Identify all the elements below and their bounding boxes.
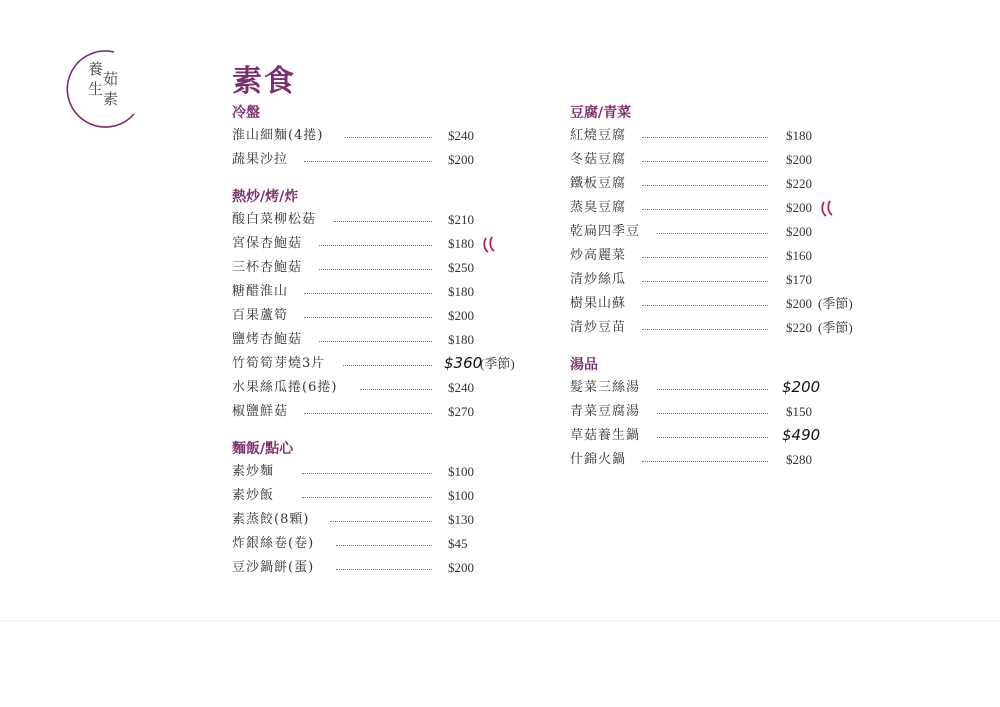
menu-item-name: 三杯杏鮑菇 <box>232 260 303 275</box>
menu-item-price: $180 <box>448 284 474 299</box>
section-spacer <box>232 424 532 438</box>
menu-item <box>570 316 870 340</box>
menu-item-name: 髮菜三絲湯 <box>570 380 641 395</box>
menu-item-price: $45 <box>448 536 468 551</box>
menu-item-name: 蔬果沙拉 <box>232 152 289 167</box>
menu-item <box>570 292 870 316</box>
menu-item <box>232 124 532 148</box>
right-menu-column <box>570 102 870 472</box>
menu-item-name: 草菇養生鍋 <box>570 428 641 443</box>
menu-item <box>232 328 532 352</box>
menu-item-name: 蒸臭豆腐 <box>570 200 627 215</box>
menu-item-price: $100 <box>448 464 474 479</box>
dot-leader <box>302 473 432 474</box>
menu-item <box>232 400 532 424</box>
dot-leader <box>302 497 432 498</box>
dot-leader <box>642 305 768 306</box>
section-spacer <box>570 340 870 354</box>
menu-item <box>570 268 870 292</box>
seasonal-note: (季節) <box>818 296 853 311</box>
section-spacer <box>232 172 532 186</box>
menu-item-price: $210 <box>448 212 474 227</box>
section-heading: 麵飯/點心 <box>232 441 294 457</box>
menu-item-price: $200 <box>786 296 812 311</box>
menu-item <box>570 400 870 424</box>
spicy-chili-icon <box>820 198 836 218</box>
dot-leader <box>642 185 768 186</box>
menu-item <box>570 448 870 472</box>
menu-item-price: $250 <box>448 260 474 275</box>
section-heading: 熱炒/烤/炸 <box>232 189 299 205</box>
menu-item-price: $150 <box>786 404 812 419</box>
logo-char-1: 養 <box>88 60 104 78</box>
menu-item <box>232 376 532 400</box>
menu-item-name: 鐵板豆腐 <box>570 176 627 191</box>
dot-leader <box>319 341 432 342</box>
menu-item-price: $280 <box>786 452 812 467</box>
menu-item-price: $220 <box>786 176 812 191</box>
menu-item-name: 乾扁四季豆 <box>570 224 641 239</box>
menu-item-name: 竹筍筍芽燒3片 <box>232 356 326 371</box>
dot-leader <box>657 233 768 234</box>
menu-item-price: $220 <box>786 320 812 335</box>
dot-leader <box>343 365 433 366</box>
dot-leader <box>642 461 768 462</box>
menu-item <box>570 244 870 268</box>
menu-item <box>232 232 532 256</box>
menu-item-price: $200 <box>786 224 812 239</box>
menu-item-name: 百果蘆筍 <box>232 308 289 323</box>
menu-item-price: $100 <box>448 488 474 503</box>
handwritten-price: $490 <box>782 426 821 444</box>
menu-item-price: $200 <box>786 200 812 215</box>
menu-item-name: 清炒豆苗 <box>570 320 627 335</box>
seasonal-note: (季節) <box>818 320 853 335</box>
spicy-chili-icon <box>482 234 498 254</box>
menu-item <box>232 532 532 556</box>
dot-leader <box>642 137 768 138</box>
logo-char-2: 生 <box>88 80 104 98</box>
menu-item-price: $200 <box>448 308 474 323</box>
dot-leader <box>336 569 432 570</box>
logo-char-4: 素 <box>103 90 119 108</box>
menu-item-name: 冬菇豆腐 <box>570 152 627 167</box>
menu-item-price: $200 <box>448 560 474 575</box>
menu-item-name: 酸白菜柳松菇 <box>232 212 317 227</box>
menu-item <box>232 208 532 232</box>
menu-item <box>570 220 870 244</box>
menu-item <box>570 376 870 400</box>
dot-leader <box>330 521 433 522</box>
menu-item <box>232 484 532 508</box>
menu-item-name: 炸銀絲卷(卷) <box>232 536 315 551</box>
menu-item <box>570 196 870 220</box>
section-heading: 冷盤 <box>232 105 260 121</box>
menu-item-price: $240 <box>448 380 474 395</box>
menu-item <box>232 508 532 532</box>
section-heading: 豆腐/青菜 <box>570 105 632 121</box>
menu-item-price: $170 <box>786 272 812 287</box>
page-fold-line <box>0 620 1000 621</box>
menu-item <box>232 556 532 580</box>
dot-leader <box>642 161 768 162</box>
dot-leader <box>334 221 432 222</box>
menu-item-name: 豆沙鍋餅(蛋) <box>232 560 315 575</box>
menu-item-name: 糖醋淮山 <box>232 284 289 299</box>
menu-item-name: 素炒麵 <box>232 464 275 479</box>
menu-item-name: 素炒飯 <box>232 488 275 503</box>
dot-leader <box>360 389 433 390</box>
dot-leader <box>319 245 432 246</box>
logo-char-3: 茹 <box>103 70 119 88</box>
dot-leader <box>304 293 432 294</box>
dot-leader <box>304 317 432 318</box>
dot-leader <box>319 269 432 270</box>
page-title: 素食 <box>232 64 296 99</box>
menu-item-name: 樹果山蘇 <box>570 296 627 311</box>
menu-item-price: $180 <box>448 236 474 251</box>
menu-item <box>232 280 532 304</box>
menu-item <box>570 172 870 196</box>
menu-item-name: 紅燒豆腐 <box>570 128 627 143</box>
menu-item <box>232 460 532 484</box>
menu-item <box>232 148 532 172</box>
seasonal-note: (季節) <box>480 356 515 371</box>
restaurant-logo <box>56 44 140 128</box>
menu-item-price: $180 <box>786 128 812 143</box>
menu-item-price: $160 <box>786 248 812 263</box>
handwritten-price: $360 <box>444 354 483 372</box>
menu-item <box>232 256 532 280</box>
menu-item <box>570 424 870 448</box>
menu-item-name: 清炒絲瓜 <box>570 272 627 287</box>
menu-item-price: $180 <box>448 332 474 347</box>
handwritten-price: $200 <box>782 378 821 396</box>
menu-item-name: 什錦火鍋 <box>570 452 627 467</box>
menu-item <box>570 124 870 148</box>
dot-leader <box>642 329 768 330</box>
menu-item-name: 青菜豆腐湯 <box>570 404 641 419</box>
menu-item-name: 淮山細麵(4捲) <box>232 128 324 143</box>
menu-item-name: 炒高麗菜 <box>570 248 627 263</box>
menu-item-price: $130 <box>448 512 474 527</box>
section-heading: 湯品 <box>570 357 598 373</box>
dot-leader <box>345 137 433 138</box>
dot-leader <box>304 413 432 414</box>
menu-item-price: $270 <box>448 404 474 419</box>
menu-item-name: 宮保杏鮑菇 <box>232 236 303 251</box>
dot-leader <box>642 209 768 210</box>
menu-item-price: $200 <box>448 152 474 167</box>
dot-leader <box>642 257 768 258</box>
left-menu-column <box>232 102 532 580</box>
menu-item-name: 鹽烤杏鮑菇 <box>232 332 303 347</box>
dot-leader <box>657 437 768 438</box>
menu-item-name: 椒鹽鮮菇 <box>232 404 289 419</box>
menu-item-price: $200 <box>786 152 812 167</box>
menu-item <box>232 352 532 376</box>
dot-leader <box>304 161 432 162</box>
menu-item-name: 素蒸餃(8顆) <box>232 512 310 527</box>
dot-leader <box>336 545 432 546</box>
dot-leader <box>642 281 768 282</box>
menu-item-price: $240 <box>448 128 474 143</box>
dot-leader <box>657 413 768 414</box>
dot-leader <box>657 389 768 390</box>
menu-item-name: 水果絲瓜捲(6捲) <box>232 380 338 395</box>
menu-item <box>570 148 870 172</box>
menu-item <box>232 304 532 328</box>
